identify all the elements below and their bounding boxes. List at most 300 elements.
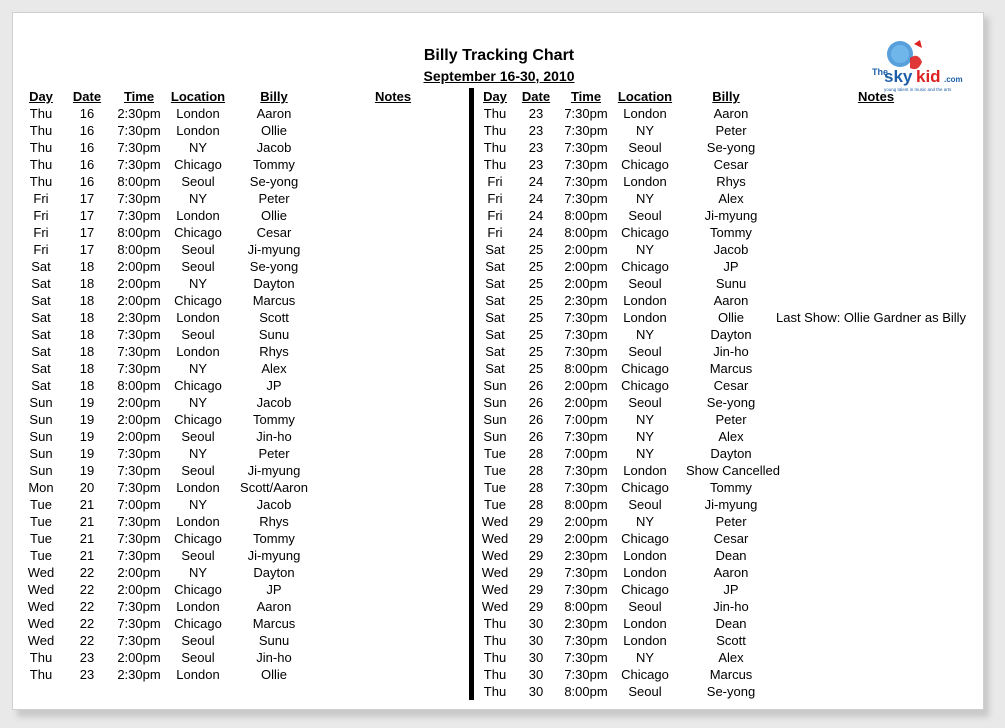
cell-time: 7:30pm	[117, 157, 161, 172]
cell-billy: Tommy	[710, 225, 752, 240]
header-billy: Billy	[260, 89, 288, 104]
cell-location: NY	[188, 565, 208, 580]
table-row	[0, 139, 1005, 156]
header-time: Time	[123, 89, 155, 104]
cell-day: Wed	[481, 565, 509, 580]
cell-date: 26	[528, 412, 544, 427]
cell-time: 2:30pm	[564, 548, 608, 563]
cell-time: 2:00pm	[564, 514, 608, 529]
table-row	[0, 649, 1005, 666]
cell-location: NY	[635, 446, 655, 461]
cell-day: Sat	[31, 361, 51, 376]
cell-billy: Rhys	[716, 174, 746, 189]
cell-day: Sat	[485, 327, 505, 342]
cell-time: 2:30pm	[117, 106, 161, 121]
cell-time: 8:00pm	[564, 684, 608, 699]
table-row	[0, 224, 1005, 241]
cell-date: 26	[528, 395, 544, 410]
table-row	[0, 445, 1005, 462]
cell-date: 25	[528, 276, 544, 291]
cell-time: 2:00pm	[117, 650, 161, 665]
cell-time: 2:00pm	[564, 531, 608, 546]
cell-day: Fri	[487, 208, 503, 223]
cell-day: Fri	[33, 242, 49, 257]
cell-time: 8:00pm	[117, 242, 161, 257]
cell-day: Thu	[29, 106, 53, 121]
cell-location: Chicago	[621, 531, 669, 546]
cell-billy: Dayton	[253, 565, 295, 580]
cell-billy: Scott	[716, 633, 746, 648]
cell-date: 17	[79, 208, 95, 223]
cell-date: 25	[528, 259, 544, 274]
table-row	[0, 122, 1005, 139]
table-row	[0, 462, 1005, 479]
cell-day: Thu	[483, 123, 507, 138]
cell-date: 25	[528, 242, 544, 257]
cell-time: 8:00pm	[117, 378, 161, 393]
cell-day: Thu	[29, 157, 53, 172]
cell-location: Chicago	[174, 412, 222, 427]
cell-time: 7:30pm	[117, 514, 161, 529]
cell-billy: Ji-myung	[704, 497, 758, 512]
cell-day: Sun	[483, 378, 507, 393]
cell-date: 25	[528, 310, 544, 325]
cell-day: Wed	[481, 582, 509, 597]
cell-time: 7:30pm	[117, 480, 161, 495]
cell-date: 23	[79, 650, 95, 665]
cell-time: 2:00pm	[117, 293, 161, 308]
cell-billy: Tommy	[253, 531, 295, 546]
cell-day: Sun	[483, 395, 507, 410]
cell-time: 8:00pm	[117, 174, 161, 189]
cell-location: NY	[188, 497, 208, 512]
cell-day: Thu	[29, 650, 53, 665]
cell-date: 17	[79, 225, 95, 240]
cell-time: 7:30pm	[117, 327, 161, 342]
cell-time: 7:30pm	[564, 327, 608, 342]
cell-billy: Scott/Aaron	[240, 480, 308, 495]
cell-date: 21	[79, 548, 95, 563]
cell-time: 7:30pm	[564, 667, 608, 682]
table-row	[0, 258, 1005, 275]
cell-day: Wed	[481, 514, 509, 529]
cell-time: 2:30pm	[117, 310, 161, 325]
cell-billy: Marcus	[252, 616, 296, 631]
cell-date: 18	[79, 293, 95, 308]
cell-day: Thu	[29, 123, 53, 138]
cell-location: Chicago	[174, 293, 222, 308]
cell-time: 2:00pm	[564, 395, 608, 410]
cell-date: 17	[79, 242, 95, 257]
cell-time: 7:30pm	[564, 480, 608, 495]
cell-day: Wed	[481, 531, 509, 546]
cell-time: 7:30pm	[117, 616, 161, 631]
cell-billy: Se-yong	[706, 140, 756, 155]
cell-date: 29	[528, 565, 544, 580]
cell-location: London	[623, 565, 667, 580]
cell-time: 2:00pm	[117, 565, 161, 580]
cell-time: 7:30pm	[564, 633, 608, 648]
cell-day: Sat	[485, 242, 505, 257]
cell-date: 25	[528, 327, 544, 342]
cell-time: 7:30pm	[117, 191, 161, 206]
cell-date: 29	[528, 599, 544, 614]
cell-day: Wed	[27, 633, 55, 648]
cell-billy: Aaron	[713, 293, 749, 308]
cell-billy: Jin-ho	[256, 650, 292, 665]
cell-location: London	[176, 667, 220, 682]
table-row	[0, 309, 1005, 326]
header-location: Location	[170, 89, 226, 104]
svg-text:The: The	[872, 67, 889, 77]
cell-location: London	[176, 310, 220, 325]
cell-day: Fri	[487, 191, 503, 206]
cell-date: 22	[79, 582, 95, 597]
cell-date: 25	[528, 361, 544, 376]
cell-day: Sun	[29, 395, 53, 410]
cell-date: 16	[79, 157, 95, 172]
cell-date: 28	[528, 463, 544, 478]
cell-date: 30	[528, 650, 544, 665]
table-row	[0, 530, 1005, 547]
cell-billy: Alex	[718, 191, 744, 206]
cell-day: Tue	[30, 497, 52, 512]
cell-location: NY	[188, 446, 208, 461]
cell-day: Thu	[483, 633, 507, 648]
cell-billy: Ji-myung	[247, 548, 301, 563]
cell-billy: Peter	[715, 412, 747, 427]
cell-location: London	[623, 106, 667, 121]
cell-location: London	[623, 174, 667, 189]
cell-time: 2:30pm	[117, 667, 161, 682]
cell-day: Thu	[29, 174, 53, 189]
cell-time: 2:00pm	[564, 378, 608, 393]
cell-time: 7:30pm	[117, 633, 161, 648]
table-row	[0, 666, 1005, 683]
table-row	[0, 513, 1005, 530]
cell-location: London	[623, 310, 667, 325]
cell-location: Chicago	[621, 259, 669, 274]
table-row	[0, 598, 1005, 615]
cell-day: Thu	[483, 650, 507, 665]
cell-billy: Ji-myung	[704, 208, 758, 223]
header-notes: Notes	[374, 89, 412, 104]
cell-time: 7:30pm	[564, 463, 608, 478]
cell-billy: Se-yong	[249, 259, 299, 274]
cell-date: 24	[528, 225, 544, 240]
cell-date: 18	[79, 344, 95, 359]
header-date-right: Date	[521, 89, 551, 104]
cell-time: 7:00pm	[564, 446, 608, 461]
cell-location: Seoul	[628, 395, 662, 410]
cell-location: Seoul	[628, 276, 662, 291]
cell-date: 28	[528, 446, 544, 461]
cell-time: 2:00pm	[117, 582, 161, 597]
cell-location: London	[176, 106, 220, 121]
cell-time: 2:00pm	[117, 429, 161, 444]
cell-billy: JP	[723, 582, 739, 597]
cell-location: NY	[635, 123, 655, 138]
cell-billy: Dayton	[710, 446, 752, 461]
cell-time: 8:00pm	[117, 225, 161, 240]
cell-time: 7:30pm	[564, 565, 608, 580]
cell-location: Chicago	[621, 667, 669, 682]
cell-billy: Rhys	[259, 344, 289, 359]
cell-billy: Alex	[261, 361, 287, 376]
cell-location: NY	[635, 429, 655, 444]
cell-billy: JP	[723, 259, 739, 274]
chart-title: Billy Tracking Chart	[423, 47, 575, 64]
cell-time: 7:00pm	[564, 412, 608, 427]
cell-day: Thu	[29, 667, 53, 682]
svg-text:kid: kid	[916, 67, 941, 86]
cell-location: Chicago	[621, 582, 669, 597]
cell-location: Chicago	[621, 480, 669, 495]
table-row	[0, 275, 1005, 292]
header-notes-right: Notes	[857, 89, 895, 104]
cell-day: Tue	[484, 480, 506, 495]
cell-date: 28	[528, 497, 544, 512]
cell-location: Chicago	[621, 225, 669, 240]
cell-billy: Cesar	[713, 157, 749, 172]
table-row	[0, 479, 1005, 496]
header-location-right: Location	[617, 89, 673, 104]
cell-day: Tue	[30, 531, 52, 546]
cell-billy: Dayton	[710, 327, 752, 342]
cell-date: 29	[528, 582, 544, 597]
table-row	[0, 411, 1005, 428]
cell-billy: Dayton	[253, 276, 295, 291]
cell-day: Fri	[33, 225, 49, 240]
cell-day: Tue	[30, 548, 52, 563]
cell-date: 26	[528, 429, 544, 444]
cell-day: Fri	[487, 225, 503, 240]
cell-billy: Rhys	[259, 514, 289, 529]
cell-day: Sat	[485, 259, 505, 274]
cell-billy: JP	[266, 582, 282, 597]
cell-date: 18	[79, 361, 95, 376]
cell-billy: Aaron	[713, 565, 749, 580]
table-row	[0, 207, 1005, 224]
cell-date: 29	[528, 548, 544, 563]
cell-time: 7:30pm	[117, 446, 161, 461]
cell-location: Seoul	[181, 650, 215, 665]
cell-time: 7:30pm	[564, 344, 608, 359]
cell-billy: Alex	[718, 429, 744, 444]
cell-date: 22	[79, 599, 95, 614]
cell-date: 18	[79, 259, 95, 274]
cell-location: NY	[635, 412, 655, 427]
cell-location: London	[623, 293, 667, 308]
cell-day: Sun	[29, 412, 53, 427]
cell-date: 23	[79, 667, 95, 682]
cell-location: Chicago	[174, 378, 222, 393]
cell-date: 19	[79, 395, 95, 410]
cell-date: 24	[528, 208, 544, 223]
cell-time: 7:30pm	[564, 310, 608, 325]
table-row	[0, 615, 1005, 632]
cell-day: Thu	[483, 684, 507, 699]
cell-time: 7:30pm	[564, 174, 608, 189]
cell-date: 23	[528, 106, 544, 121]
cell-date: 22	[79, 633, 95, 648]
cell-location: Chicago	[174, 157, 222, 172]
cell-time: 7:30pm	[564, 140, 608, 155]
cell-billy: Jin-ho	[713, 344, 749, 359]
cell-location: Seoul	[628, 497, 662, 512]
cell-location: NY	[635, 327, 655, 342]
cell-location: Seoul	[181, 242, 215, 257]
cell-date: 30	[528, 667, 544, 682]
cell-time: 7:30pm	[117, 599, 161, 614]
cell-time: 8:00pm	[564, 599, 608, 614]
cell-time: 2:00pm	[117, 412, 161, 427]
cell-location: Seoul	[628, 208, 662, 223]
cell-date: 16	[79, 123, 95, 138]
cell-billy: Ollie	[260, 123, 287, 138]
cell-day: Sat	[485, 344, 505, 359]
cell-time: 2:00pm	[117, 395, 161, 410]
cell-billy: Aaron	[256, 106, 292, 121]
cell-date: 26	[528, 378, 544, 393]
cell-day: Tue	[484, 446, 506, 461]
cell-time: 7:30pm	[117, 463, 161, 478]
cell-time: 2:00pm	[117, 259, 161, 274]
cell-billy: Cesar	[713, 531, 749, 546]
cell-time: 7:30pm	[564, 429, 608, 444]
cell-location: NY	[188, 361, 208, 376]
cell-billy: Ji-myung	[247, 463, 301, 478]
cell-date: 25	[528, 293, 544, 308]
header-billy-right: Billy	[712, 89, 740, 104]
cell-day: Sun	[29, 429, 53, 444]
table-row	[0, 292, 1005, 309]
cell-billy: Ollie	[717, 310, 744, 325]
table-row	[0, 581, 1005, 598]
cell-day: Wed	[27, 582, 55, 597]
cell-location: Chicago	[174, 225, 222, 240]
cell-time: 2:30pm	[564, 616, 608, 631]
cell-date: 23	[528, 123, 544, 138]
cell-billy: Se-yong	[706, 684, 756, 699]
cell-location: London	[623, 463, 667, 478]
cell-billy: Aaron	[713, 106, 749, 121]
cell-billy: Cesar	[713, 378, 749, 393]
cell-date: 23	[528, 140, 544, 155]
cell-date: 30	[528, 633, 544, 648]
cell-time: 8:00pm	[564, 225, 608, 240]
cell-location: NY	[635, 514, 655, 529]
cell-billy: Peter	[715, 514, 747, 529]
table-row	[0, 496, 1005, 513]
cell-time: 7:30pm	[564, 191, 608, 206]
table-row	[0, 377, 1005, 394]
header-time-right: Time	[570, 89, 602, 104]
cell-day: Sun	[29, 463, 53, 478]
cell-day: Mon	[28, 480, 54, 495]
cell-day: Sat	[31, 378, 51, 393]
cell-time: 2:30pm	[564, 293, 608, 308]
cell-location: Chicago	[621, 157, 669, 172]
cell-location: Seoul	[181, 548, 215, 563]
cell-date: 17	[79, 191, 95, 206]
cell-time: 7:30pm	[117, 531, 161, 546]
table-row	[0, 547, 1005, 564]
cell-time: 7:30pm	[564, 106, 608, 121]
cell-time: 8:00pm	[564, 361, 608, 376]
cell-billy: Jacob	[256, 497, 292, 512]
table-row	[0, 326, 1005, 343]
cell-location: Seoul	[628, 684, 662, 699]
header-day: Day	[29, 89, 53, 104]
cell-date: 23	[528, 157, 544, 172]
cell-day: Sat	[31, 276, 51, 291]
cell-day: Thu	[483, 667, 507, 682]
cell-day: Sat	[31, 327, 51, 342]
cell-time: 7:30pm	[117, 123, 161, 138]
cell-location: Chicago	[621, 361, 669, 376]
cell-date: 19	[79, 412, 95, 427]
cell-location: Seoul	[628, 140, 662, 155]
cell-day: Sat	[485, 310, 505, 325]
cell-location: Chicago	[621, 378, 669, 393]
cell-time: 7:30pm	[117, 140, 161, 155]
cell-billy: Ji-myung	[247, 242, 301, 257]
cell-billy: Jacob	[256, 395, 292, 410]
cell-billy: Peter	[715, 123, 747, 138]
table-row	[0, 632, 1005, 649]
cell-date: 19	[79, 429, 95, 444]
cell-time: 8:00pm	[564, 497, 608, 512]
cell-day: Fri	[33, 191, 49, 206]
cell-billy: Tommy	[253, 157, 295, 172]
cell-location: London	[176, 344, 220, 359]
cell-location: Seoul	[181, 633, 215, 648]
cell-location: Seoul	[628, 344, 662, 359]
cell-day: Wed	[27, 565, 55, 580]
cell-billy: Jacob	[256, 140, 292, 155]
cell-day: Sat	[31, 293, 51, 308]
header-day-right: Day	[483, 89, 507, 104]
cell-billy: Sunu	[715, 276, 747, 291]
cell-billy: Ollie	[260, 667, 287, 682]
cell-day: Sat	[485, 361, 505, 376]
cell-day: Wed	[481, 548, 509, 563]
cell-location: NY	[635, 242, 655, 257]
cell-time: 7:30pm	[117, 344, 161, 359]
svg-text:young talent in music and the: young talent in music and the arts	[884, 87, 952, 92]
cell-date: 21	[79, 531, 95, 546]
cell-billy: Se-yong	[706, 395, 756, 410]
table-row	[0, 190, 1005, 207]
cell-date: 30	[528, 616, 544, 631]
cell-billy: Dean	[715, 548, 747, 563]
cell-date: 16	[79, 174, 95, 189]
cell-day: Thu	[483, 106, 507, 121]
cell-location: London	[623, 633, 667, 648]
cell-billy: Show Cancelled	[686, 463, 780, 478]
table-row	[0, 173, 1005, 190]
cell-location: Seoul	[181, 463, 215, 478]
cell-location: Chicago	[174, 582, 222, 597]
cell-date: 28	[528, 480, 544, 495]
chart-subtitle: September 16-30, 2010	[423, 68, 575, 84]
cell-day: Fri	[487, 174, 503, 189]
cell-billy: Ollie	[260, 208, 287, 223]
svg-text:sky: sky	[884, 67, 913, 86]
cell-time: 7:30pm	[117, 208, 161, 223]
cell-location: Seoul	[181, 174, 215, 189]
